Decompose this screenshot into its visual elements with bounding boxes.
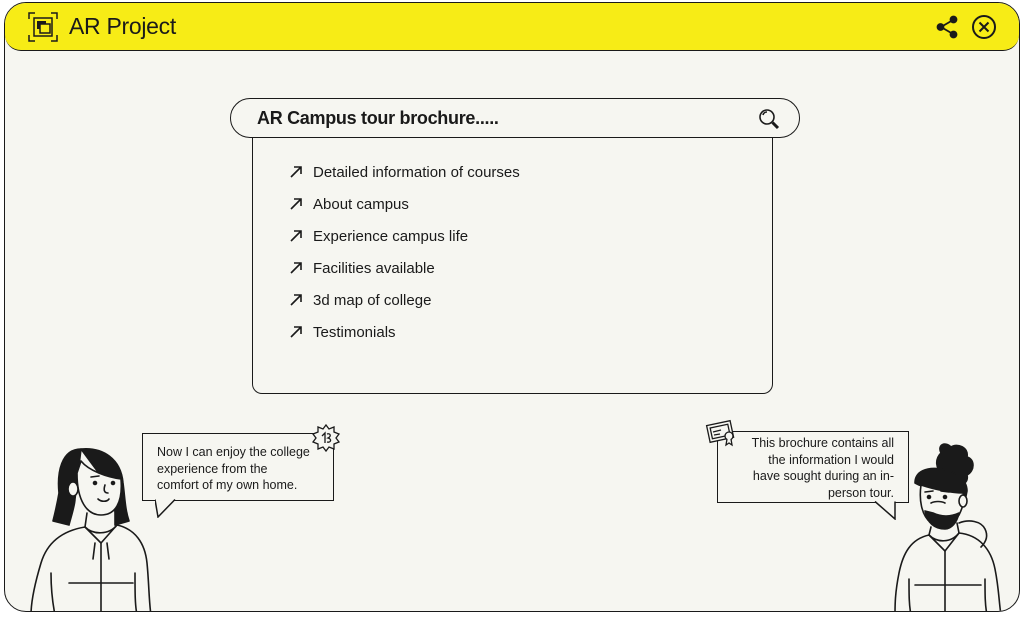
app-title: AR Project [69,13,176,39]
suggestion-label: Testimonials [313,323,396,341]
suggestion-item[interactable] [289,224,468,248]
layers-frame-icon [27,11,59,43]
arrow-up-right-icon [289,261,303,275]
suggestion-label: About campus [313,195,409,213]
bubble-text-line: experience from the [157,461,268,476]
arrow-up-right-icon [289,165,303,179]
suggestion-label: Facilities available [313,259,435,277]
man-illustration [885,443,1003,612]
arrow-up-right-icon [289,293,303,307]
search-bar[interactable] [230,98,800,138]
bubble-text-line: comfort of my own home. [157,478,298,492]
title-bar [5,3,1019,51]
suggestion-item[interactable] [289,160,520,184]
testimonial-bubble-right [717,431,909,503]
suggestions-dropdown [252,134,773,394]
arrow-up-right-icon [289,197,303,211]
suggestion-item[interactable] [289,256,435,280]
suggestion-item[interactable] [289,192,409,216]
bubble-text-line: have sought during an in- [752,469,894,483]
bubble-text-line: person tour. [827,485,894,500]
suggestion-label: Experience campus life [313,227,469,245]
search-query[interactable]: AR Campus tour brochure..... [257,108,499,128]
testimonial-bubble-left [142,433,334,501]
arrow-up-right-icon [289,325,303,339]
bubble-text-line: the information I would [768,452,894,467]
arrow-up-right-icon [289,229,303,243]
app-window [4,2,1020,612]
bubble-text-line: Now I can enjoy the college [157,445,310,459]
suggestion-label: Detailed information of courses [313,163,520,181]
woman-illustration [21,443,156,612]
share-icon[interactable] [935,15,959,39]
badge-doodle-icon [311,423,341,453]
certificate-doodle-icon [705,418,739,448]
search-icon[interactable] [757,107,781,131]
bubble-tail [155,498,179,518]
bubble-text-line: This brochure contains all [751,436,894,450]
suggestion-label: 3d map of college [313,291,432,309]
suggestion-item[interactable] [289,288,431,312]
suggestion-item[interactable] [289,320,396,344]
close-circle-icon[interactable] [971,14,997,40]
